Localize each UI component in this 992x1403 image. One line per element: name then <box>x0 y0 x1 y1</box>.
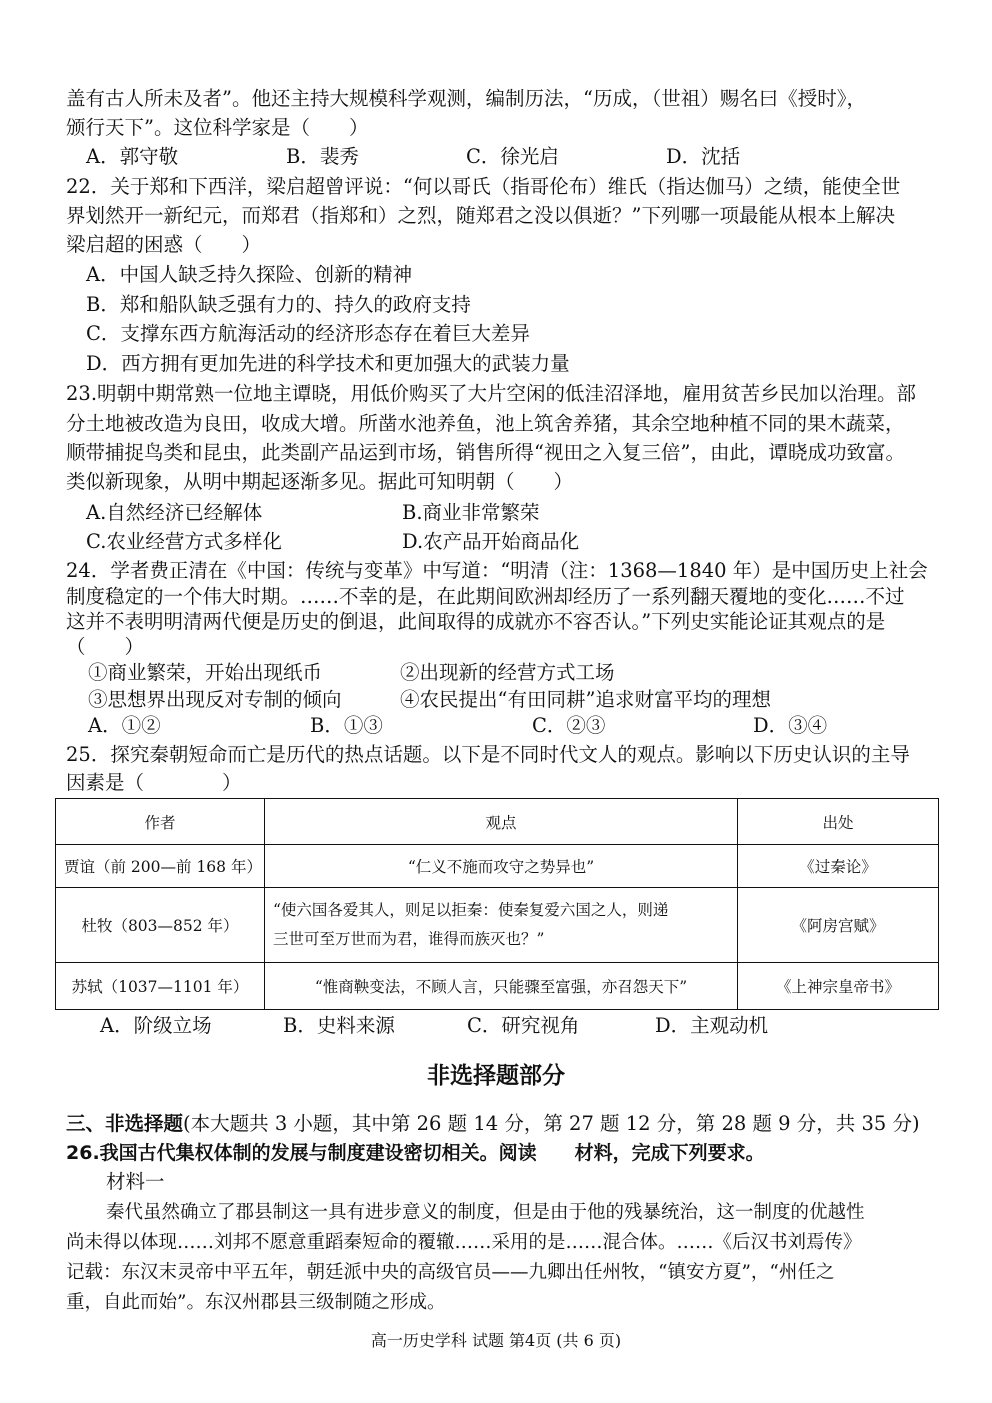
q21-option-a: A．郭守敬 <box>86 145 179 168</box>
table-row <box>56 888 939 963</box>
q24-item-2: ②出现新的经营方式工场 <box>400 661 615 684</box>
q23-option-b: B.商业非常繁荣 <box>402 501 540 524</box>
table-cell-view: “仁义不施而攻守之势异也” <box>265 845 738 888</box>
part3-label: 三、非选择题 <box>66 1112 184 1135</box>
section-title: 非选择题部分 <box>427 1063 565 1089</box>
q24-line: （ ） <box>66 635 145 658</box>
q24-option-b: B．①③ <box>310 714 383 737</box>
q25-line: 因素是（ ） <box>66 771 242 794</box>
q24-item-4: ④农民提出“有田同耕”追求财富平均的理想 <box>400 688 771 711</box>
part3-header <box>66 1112 920 1136</box>
table-header-view: 观点 <box>265 799 738 845</box>
q21-option-d: D．沈括 <box>666 145 741 168</box>
q22-line: 界划然开一新纪元，而郑君（指郑和）之烈，随郑君之没以俱逝？”下列哪一项最能从根本上解决 <box>66 204 895 227</box>
q24-option-a: A．①② <box>88 714 161 737</box>
q26-material-line: 记载：东汉末灵帝中平五年，朝廷派中央的高级官员——九卿出任州牧，“镇安方夏”，“州任之 <box>66 1262 835 1283</box>
table-cell-author: 苏轼（1037—1101 年） <box>56 963 265 1010</box>
q24-option-d: D．③④ <box>753 714 828 737</box>
table-cell-source: 《阿房宫赋》 <box>738 888 939 963</box>
table-cell-view: “惟商鞅变法，不顾人言，只能骤至富强，亦召怨天下” <box>265 963 738 1010</box>
table-cell-view-line: “使六国各爱其人，则足以拒秦：使秦复爱六国之人，则递 <box>273 901 669 919</box>
table-header-source: 出处 <box>738 799 939 845</box>
table-cell-source: 《上神宗皇帝书》 <box>738 963 939 1010</box>
q22-line: 22．关于郑和下西洋，梁启超曾评说：“何以哥氏（指哥伦布）维氏（指达伽马）之绩，能使全世 <box>66 175 901 198</box>
q23-option-d: D.农产品开始商品化 <box>402 530 580 553</box>
page-footer: 高一历史学科 试题 第4页 (共 6 页) <box>370 1331 622 1350</box>
table-cell-view-line: 三世可至万世而为君，谁得而族灭也？” <box>273 930 545 948</box>
table-row <box>56 963 939 1010</box>
q24-line: 24．学者费正清在《中国：传统与变革》中写道：“明清（注：1368—1840 年）是中国历史上社会 <box>66 559 928 582</box>
q26-title: 26.我国古代集权体制的发展与制度建设密切相关。阅读 材料，完成下列要求。 <box>66 1142 765 1164</box>
table-cell-view <box>265 888 738 963</box>
q23-line: 分土地被改造为良田，收成大增。所凿水池养鱼，池上筑舍养猪，其余空地种植不同的果木蔬菜， <box>66 412 905 435</box>
q25-option-c: C．研究视角 <box>467 1014 580 1037</box>
q25-line: 25．探究秦朝短命而亡是历代的热点话题。以下是不同时代文人的观点。影响以下历史认识的主导 <box>66 743 910 766</box>
q23-line: 23.明朝中期常熟一位地主谭晓，用低价购买了大片空闲的低洼沼泽地，雇用贫苦乡民加以治理。部 <box>66 382 917 405</box>
q23-option-a: A.自然经济已经解体 <box>86 501 263 524</box>
q23-option-c: C.农业经营方式多样化 <box>86 530 282 553</box>
table-cell-source: 《过秦论》 <box>738 845 939 888</box>
q24-item-1: ①商业繁荣，开始出现纸币 <box>88 661 323 684</box>
q23-line: 类似新现象，从明中期起逐渐多见。据此可知明朝（ ） <box>66 470 574 493</box>
table-cell-author: 贾谊（前 200—前 168 年） <box>56 845 265 888</box>
part3-desc: (本大题共 3 小题，其中第 26 题 14 分，第 27 题 12 分，第 28 题 9 分，共 35 分) <box>183 1112 920 1135</box>
table-header-row <box>56 799 939 845</box>
q26-material-label: 材料一 <box>106 1170 165 1193</box>
q23-line: 顺带捕捉鸟类和昆虫，此类副产品运到市场，销售所得“视田之入复三倍”，由此，谭晓成功致富。 <box>66 441 905 464</box>
q24-line: 制度稳定的一个伟大时期。……不幸的是，在此期间欧洲却经历了一系列翻天覆地的变化……不过 <box>66 585 905 608</box>
q25-option-b: B．史料来源 <box>283 1014 395 1037</box>
table-cell-author: 杜牧（803—852 年） <box>56 888 265 963</box>
q25-table <box>55 798 939 1010</box>
q25-option-a: A．阶级立场 <box>100 1014 212 1037</box>
q24-line: 这并不表明明清两代便是历史的倒退，此间取得的成就亦不容否认。”下列史实能论证其观点的是 <box>66 610 886 633</box>
q21-option-b: B．裴秀 <box>286 145 359 168</box>
q26-material-line: 尚未得以体现……刘邦不愿意重蹈秦短命的覆辙……采用的是……混合体。……《后汉书刘焉传》 <box>66 1232 862 1253</box>
q22-option-d: D．西方拥有更加先进的科学技术和更加强大的武装力量 <box>86 352 570 375</box>
q24-item-3: ③思想界出现反对专制的倾向 <box>88 688 342 711</box>
q21-line: 颁行天下”。这位科学家是（ ） <box>66 116 369 139</box>
q22-line: 梁启超的困惑（ ） <box>66 233 262 256</box>
q22-option-a: A．中国人缺乏持久探险、创新的精神 <box>86 263 413 286</box>
table-header-author: 作者 <box>56 799 265 845</box>
q24-option-c: C．②③ <box>532 714 606 737</box>
q22-option-c: C．支撑东西方航海活动的经济形态存在着巨大差异 <box>86 322 530 345</box>
q22-option-b: B．郑和船队缺乏强有力的、持久的政府支持 <box>86 293 471 316</box>
q26-material-line: 重，自此而始”。东汉州郡县三级制随之形成。 <box>66 1292 446 1313</box>
q21-option-c: C．徐光启 <box>466 145 559 168</box>
q26-material-line: 秦代虽然确立了郡县制这一具有进步意义的制度，但是由于他的残暴统治，这一制度的优越性 <box>106 1202 865 1223</box>
q25-option-d: D．主观动机 <box>655 1014 769 1037</box>
table-row <box>56 845 939 888</box>
q21-line: 盖有古人所未及者”。他还主持大规模科学观测，编制历法，“历成，（世祖）赐名曰《授时》， <box>66 87 866 110</box>
